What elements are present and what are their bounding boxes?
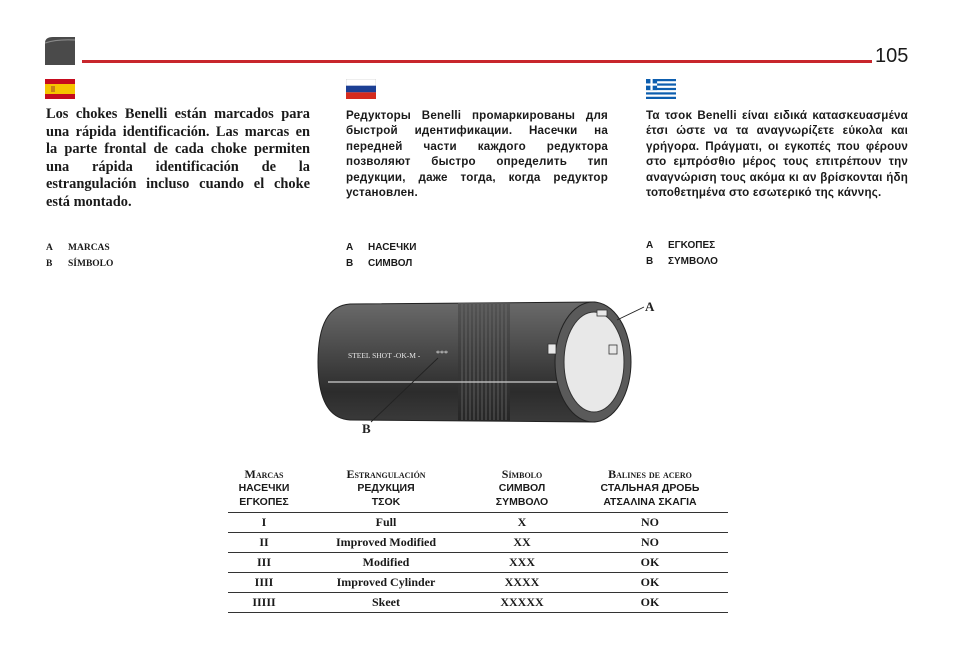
table-header-row — [228, 467, 728, 513]
legend-item-b: B SÍMBOLO — [46, 259, 114, 269]
cell-symbol: X — [472, 513, 572, 533]
legend-item-a: A НАСЕЧКИ — [346, 242, 417, 253]
choke-tube-illustration — [310, 290, 670, 440]
legend-item-b: B СИМВОЛ — [346, 258, 413, 269]
legend-item-a: A ΕΓΚΟΠΕΣ — [646, 240, 716, 251]
cell-choke: Modified — [300, 553, 472, 573]
russia-flag-icon — [346, 79, 376, 99]
cell-steel: OK — [572, 553, 728, 573]
cell-steel: OK — [572, 573, 728, 593]
choke-identification-table — [228, 467, 728, 613]
greek-paragraph: Τα τσοκ Benelli είναι ειδικά κατασκευασμένα έτσι ώστε να τα αναγνωρίζετε εύκολα και γρήγορα. Πράγματι, οι εγκοπές που φέρουν στο εμπρόσθιο μέρος τους επιτρέπουν την αναγνώριση τους ακόμα κι αν βρίσκονται ήδη τοποθετημένα στο εσωτερικό της κάννης. — [646, 109, 908, 200]
callout-label-b: B — [362, 421, 371, 436]
russian-legend — [346, 240, 416, 272]
header-symbol: Símbolo СИМВОЛ ΣΥΜΒΟΛΟ — [472, 467, 572, 513]
cell-marks: II — [228, 533, 300, 553]
cell-steel: NO — [572, 533, 728, 553]
russian-paragraph: Редукторы Benelli промаркированы для быстрой идентификации. Насечки на передней части каждого редуктора позволяют быстро определить тип редукции, даже тогда, когда редуктор установлен. — [346, 109, 608, 200]
cell-steel: NO — [572, 513, 728, 533]
legend-item-a: A MARCAS — [46, 243, 110, 253]
cell-symbol: XXXX — [472, 573, 572, 593]
notch-mark — [548, 344, 556, 354]
cell-steel: OK — [572, 593, 728, 613]
spain-flag-icon — [45, 79, 75, 99]
cell-marks: III — [228, 553, 300, 573]
table-row — [228, 533, 728, 553]
engraving-stars: *** — [436, 349, 448, 358]
leader-line-a — [617, 307, 644, 320]
cell-choke: Full — [300, 513, 472, 533]
cell-choke: Skeet — [300, 593, 472, 613]
table-row — [228, 593, 728, 613]
spanish-legend — [46, 240, 113, 272]
table-row — [228, 553, 728, 573]
cell-marks: IIIII — [228, 593, 300, 613]
cell-symbol: XXXXX — [472, 593, 572, 613]
cell-marks: IIII — [228, 573, 300, 593]
header-rule — [82, 60, 872, 63]
cell-choke: Improved Modified — [300, 533, 472, 553]
header-marks: Marcas НАСЕЧКИ ΕΓΚΟΠΕΣ — [228, 467, 300, 513]
cell-marks: I — [228, 513, 300, 533]
legend-item-b: B ΣΥΜΒΟΛΟ — [646, 256, 718, 267]
notch-mark — [597, 310, 607, 316]
table-row — [228, 513, 728, 533]
header-choke: Estrangulación РЕДУКЦИЯ ΤΣΟΚ — [300, 467, 472, 513]
cell-symbol: XXX — [472, 553, 572, 573]
page-number: 105 — [875, 45, 909, 67]
notch-mark — [609, 345, 617, 354]
header-steel-shot: Balines de acero СТАЛЬНАЯ ДРОБЬ ΑΤΣΑΛΙΝΑ ΣΚΑΓΙΑ — [572, 467, 728, 513]
section-tab-icon — [45, 37, 75, 65]
callout-label-a: A — [645, 299, 655, 314]
greek-legend — [646, 238, 718, 270]
cell-symbol: XX — [472, 533, 572, 553]
cell-choke: Improved Cylinder — [300, 573, 472, 593]
greece-flag-icon — [646, 79, 676, 99]
table-row — [228, 573, 728, 593]
engraving-text: STEEL SHOT -OK-M - — [348, 351, 421, 360]
spanish-paragraph: Los chokes Benelli están marcados para una rápida identificación. Las marcas en la parte frontal de cada choke permiten una rápida identificación de la estrangulación incluso cuando el choke está montado. — [46, 106, 310, 210]
